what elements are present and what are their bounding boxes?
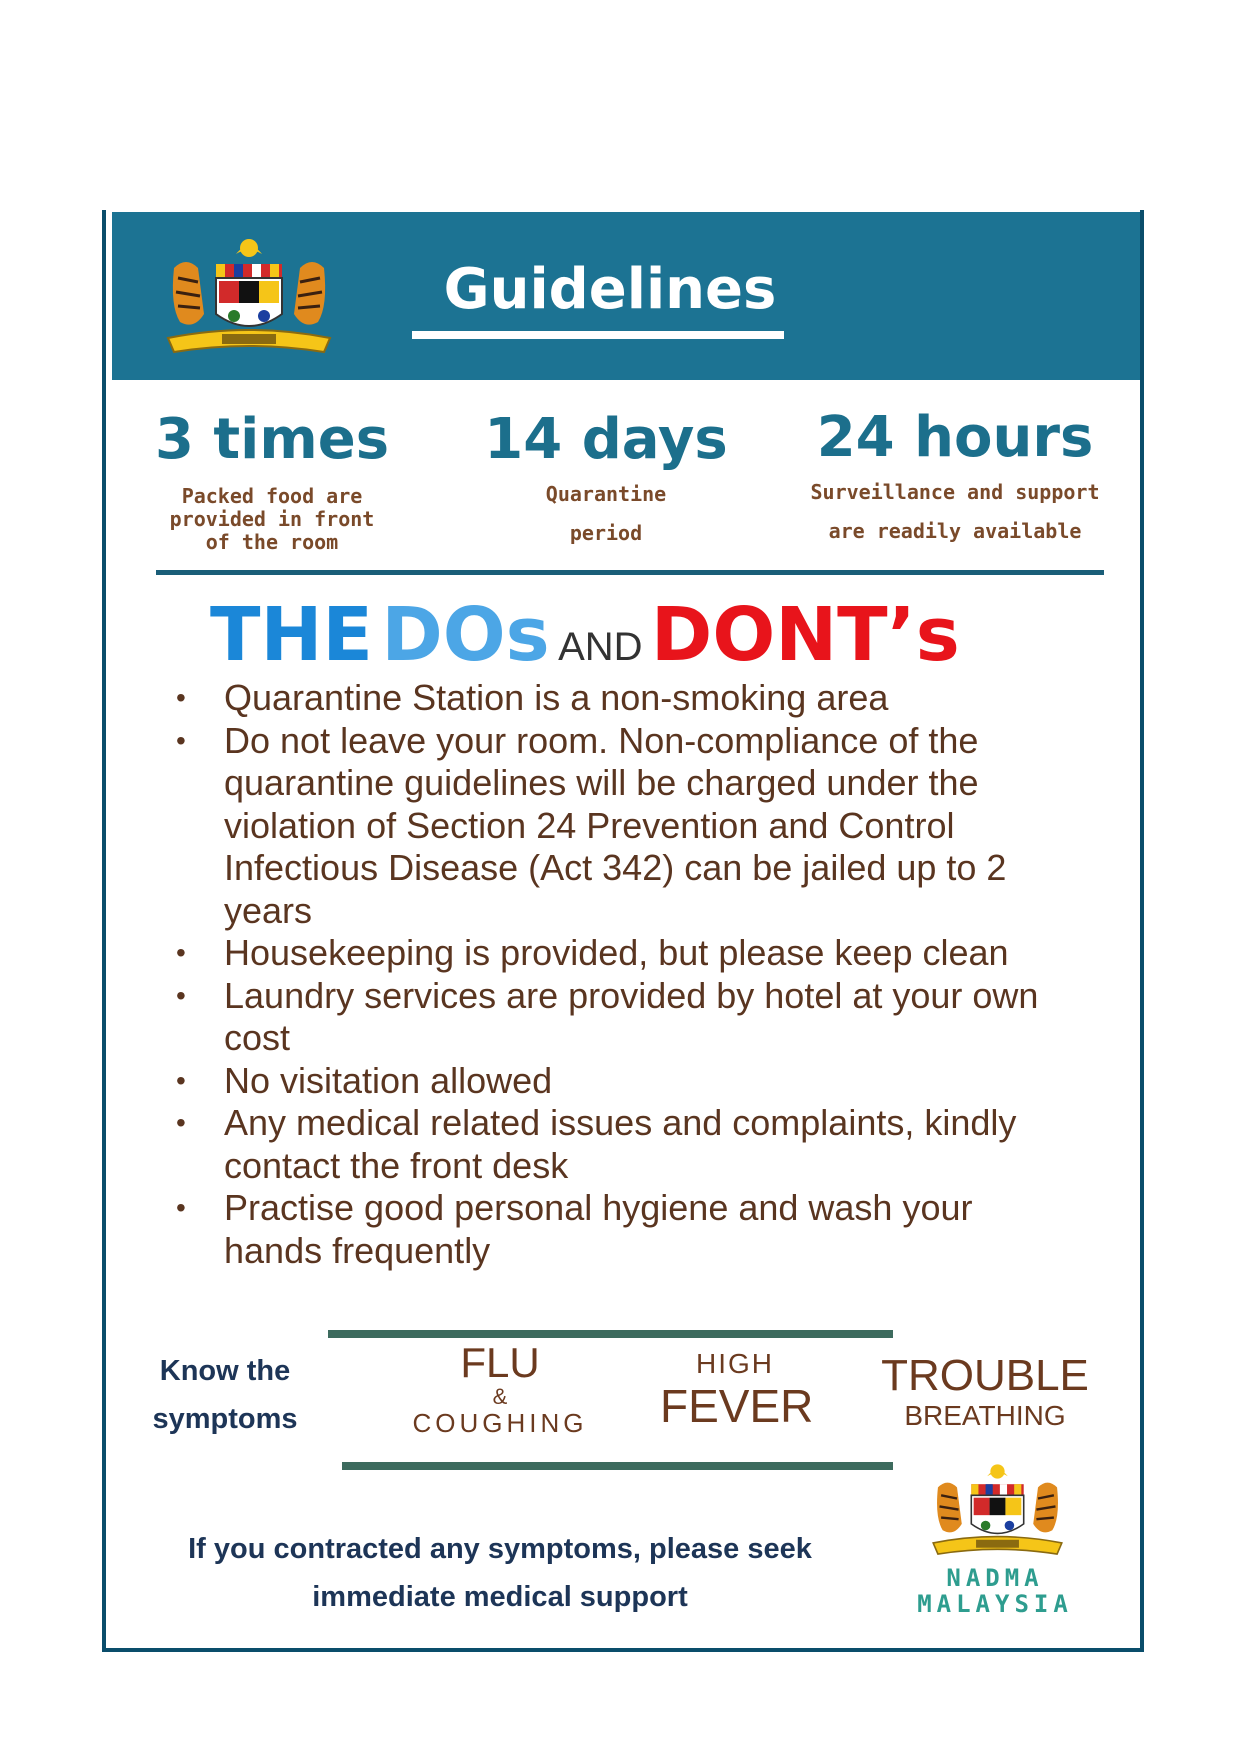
rule-item: • No visitation allowed (172, 1060, 1072, 1103)
symptoms-intro-line2: symptoms (152, 1403, 298, 1435)
symptom-breathing-main: TROUBLE (881, 1351, 1089, 1400)
symptoms-intro-line1: Know the (159, 1355, 291, 1387)
coat-of-arms-icon (164, 234, 334, 359)
symptoms-intro (145, 1347, 305, 1443)
rule-item: • Any medical related issues and complaints, kindly contact the front desk (172, 1102, 1072, 1187)
stat-food (112, 407, 432, 554)
symptoms-band-bottom (342, 1462, 893, 1470)
stat-value: 14 days (484, 407, 728, 472)
stat-quarantine (446, 407, 766, 553)
heading-and: AND (558, 625, 643, 669)
medical-notice-line2: immediate medical support (312, 1581, 688, 1613)
page-title: Guidelines (443, 257, 777, 322)
symptom-fever-pre: HIGH (696, 1348, 774, 1379)
org-name: NADMA MALAYSIA (917, 1564, 1073, 1618)
symptom-fever-main: FEVER (660, 1380, 814, 1432)
symptom-breathing (880, 1352, 1090, 1432)
symptom-flu (410, 1340, 590, 1438)
stat-value: 3 times (154, 407, 390, 472)
title-underline (412, 331, 784, 339)
symptom-flu-main: FLU (460, 1339, 540, 1386)
rules-list (172, 677, 1072, 1272)
symptom-flu-amp: & (492, 1384, 508, 1409)
rule-item: • Laundry services are provided by hotel at your own cost (172, 975, 1072, 1060)
stat-surveillance (795, 405, 1115, 551)
heading-donts: DONT’s (650, 592, 960, 678)
heading-the: THE (210, 592, 373, 678)
heading-dos: DOs (381, 592, 550, 678)
rule-item: • Practise good personal hygiene and wash your hands frequently (172, 1187, 1072, 1272)
rule-item: • Housekeeping is provided, but please keep clean (172, 932, 1072, 975)
symptom-fever (660, 1348, 814, 1432)
stat-description: Surveillance and support are readily available (810, 480, 1100, 543)
stat-description: Packed food are provided in front of the room (169, 484, 375, 554)
symptom-breathing-sub: BREATHING (904, 1400, 1066, 1431)
symptom-flu-sub: COUGHING (412, 1408, 588, 1438)
stat-description: Quarantine period (545, 482, 667, 545)
rule-item: • Do not leave your room. Non-compliance of the quarantine guidelines will be charged under the violation of Section 24 Prevention and Control Infectious Disease (Act 342) can be jailed up to 2 years (172, 720, 1072, 933)
coat-of-arms-icon (930, 1460, 1065, 1560)
section-divider (156, 570, 1104, 575)
stat-value: 24 hours (816, 405, 1094, 470)
symptoms-band-top (328, 1330, 893, 1338)
rule-item: • Quarantine Station is a non-smoking area (172, 677, 1072, 720)
medical-notice-line1: If you contracted any symptoms, please seek (188, 1533, 812, 1565)
medical-notice (160, 1525, 840, 1621)
